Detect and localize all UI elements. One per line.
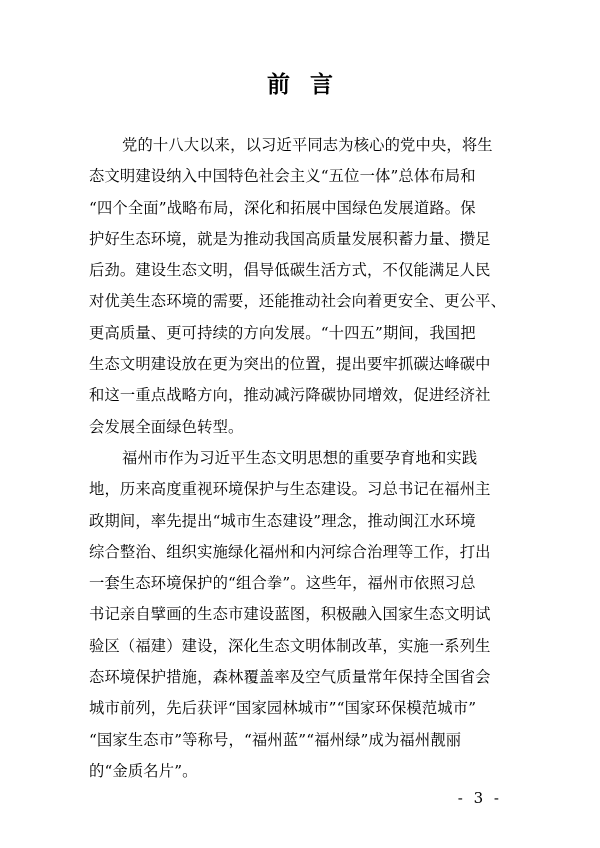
page-number: - 3 - — [457, 789, 502, 807]
text-line: 护好生态环境，就是为推动我国高质量发展积蓄力量、攒足 — [89, 229, 491, 248]
page-title: 前言 — [267, 72, 353, 98]
paragraph-2 — [89, 443, 514, 787]
text-line: 地，历来高度重视环境保护与生态建设。习总书记在福州主 — [89, 480, 491, 499]
paragraph-1 — [89, 130, 514, 443]
text-line: 一套生态环境保护的“组合拳”。这些年，福州市依照习总 — [89, 574, 476, 593]
text-line: 后劲。建设生态文明，倡导低碳生活方式，不仅能满足人民 — [89, 261, 491, 280]
text-line: 态环境保护措施，森林覆盖率及空气质量常年保持全国省会 — [89, 668, 491, 687]
text-line: 生态文明建设放在更为突出的位置，提出要牢抓碳达峰碳中 — [89, 355, 491, 374]
text-line: “国家生态市”等称号，“福州蓝”“福州绿”成为福州靓丽 — [89, 730, 462, 749]
text-line: 福州市作为习近平生态文明思想的重要孕育地和实践 — [122, 448, 478, 467]
body-text — [89, 130, 514, 787]
text-line: 更高质量、更可持续的方向发展。“十四五”期间，我国把 — [89, 323, 476, 342]
text-line: 党的十八大以来，以习近平同志为核心的党中央，将生 — [122, 136, 493, 154]
text-line: 对优美生态环境的需要，还能推动社会向着更安全、更公平、 — [89, 292, 507, 311]
text-line: 态文明建设纳入中国特色社会主义“五位一体”总体布局和 — [89, 167, 476, 186]
text-line: 的“金质名片”。 — [89, 761, 198, 780]
text-line: 和这一重点战略方向，推动减污降碳协同增效，促进经济社 — [89, 386, 491, 405]
text-line: 城市前列，先后获评“国家园林城市”“国家环保模范城市” — [89, 699, 477, 718]
text-line: 书记亲自擘画的生态市建设蓝图，积极融入国家生态文明试 — [89, 605, 491, 624]
text-line: 综合整治、组织实施绿化福州和内河综合治理等工作，打出 — [89, 542, 491, 561]
text-line: 政期间，率先提出“城市生态建设”理念，推动闽江水环境 — [89, 511, 476, 530]
text-line: 会发展全面绿色转型。 — [89, 417, 244, 436]
text-line: 验区（福建）建设，深化生态文明体制改革，实施一系列生 — [89, 636, 491, 655]
text-line: “四个全面”战略布局，深化和拓展中国绿色发展道路。保 — [89, 198, 476, 217]
